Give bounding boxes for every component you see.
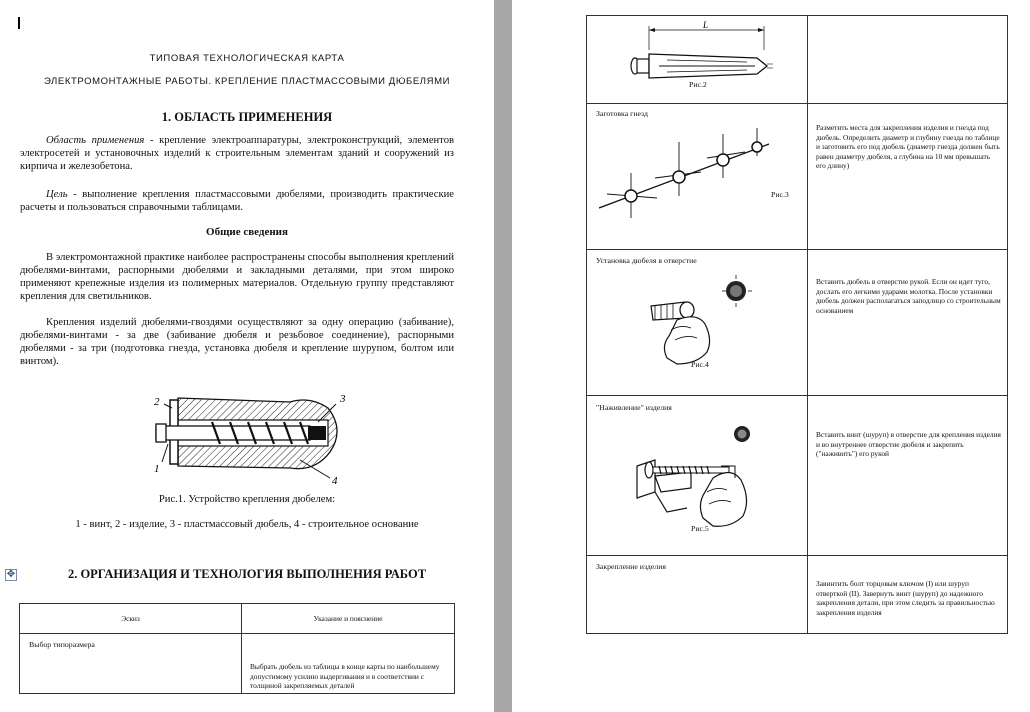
table-cell-sketch <box>587 396 808 556</box>
table-cell-sketch <box>587 556 808 634</box>
table-row <box>587 16 1008 104</box>
figure-1-caption: Рис.1. Устройство крепления дюбелем: <box>158 494 336 505</box>
scope-text: - крепление электроаппаратуры, электроконструкций, элементов электросетей и установочных изделий к строительным элементам зданий и сооружений из кирпича и железобетона. <box>20 135 454 172</box>
row-title: Закрепление изделия <box>596 562 666 571</box>
table-row <box>587 396 1008 556</box>
table-row <box>587 250 1008 396</box>
figure-1-dowel-drawing <box>140 390 355 485</box>
table-cell-note <box>808 396 1008 556</box>
table-cell-sketch <box>587 104 808 250</box>
doc-header-line2: ЭЛЕКТРОМОНТАЖНЫЕ РАБОТЫ. КРЕПЛЕНИЕ ПЛАСТМАССОВЫМИ ДЮБЕЛЯМИ <box>43 76 451 87</box>
row-note: Вставить винт (шуруп) в отверстие для крепления изделия и во внутреннее отверстие дюбеля и закрепить ("наживить") его рукой <box>816 430 1001 459</box>
general-heading: Общие сведения <box>206 226 288 238</box>
fig2-caption: Рис.2 <box>689 80 707 89</box>
table-cell-row1-sketch <box>20 634 242 694</box>
scope-label: Область применения <box>46 135 145 146</box>
row-note: Завинтить болт торцовым ключом (I) или шуруп отверткой (II). Завернуть винт (шуруп) до надежного закрепления детали, при этом следить за правильностью закрепления изделия <box>816 579 995 617</box>
goal-label: Цель <box>46 189 68 200</box>
scope-paragraph <box>20 134 454 173</box>
fig5-screw-insert-drawing <box>627 422 777 532</box>
fig4-hand-insert-drawing <box>647 272 757 367</box>
table-cell-note <box>808 250 1008 396</box>
table-cell-row1-note <box>242 634 455 694</box>
row1-title: Выбор типоразмера <box>29 640 95 649</box>
fig3-caption: Рис.3 <box>771 190 789 199</box>
table-cell-note <box>808 104 1008 250</box>
table-move-handle-icon[interactable]: ✥ <box>6 569 16 580</box>
doc-header-line1: ТИПОВАЯ ТЕХНОЛОГИЧЕСКАЯ КАРТА <box>149 53 345 64</box>
row-note: Вставить дюбель в отверстие рукой. Если он идет туго, дослать его легкими ударами молотка. После установки дюбель должен располагаться заподлицо со строительным основанием <box>816 277 1001 315</box>
general-paragraph-1 <box>20 251 454 303</box>
row-note: Разметить места для закрепления изделия и гнезда под дюбель. Определить диаметр и глубину гнезда по таблице и заготовить его под дюбель (диаметр гнезда должен быть равен диаметру дюбеля, а глубина на 10 мм превышать его длину) <box>816 123 1000 171</box>
fig4-caption: Рис.4 <box>691 360 709 369</box>
work-table-left <box>19 603 455 694</box>
table-header-sketch: Эскиз <box>20 604 242 634</box>
table-cell-note <box>808 556 1008 634</box>
general-p1-text: В электромонтажной практике наиболее распространены способы выполнения креплений дюбелями-винтами, распорными дюбелями и закладными деталями, при этом широко применяют крепежные изделия из полимерных материалов. Отдельную группу представляют крепления для светильников. <box>20 252 454 302</box>
table-row <box>587 104 1008 250</box>
document-page-left <box>0 0 494 712</box>
fig1-label-1: 1 <box>154 463 160 475</box>
fig2-dimension-label: L <box>703 20 709 30</box>
goal-text: - выполнение крепления пластмассовыми дюбелями, производить практические расчеты и пользоваться справочными таблицами. <box>20 189 454 213</box>
table-header-note: Указание и пояснение <box>242 604 455 634</box>
fig5-caption: Рис.5 <box>691 524 709 533</box>
row-title: "Наживление" изделия <box>596 403 672 412</box>
fig1-label-2: 2 <box>154 396 160 408</box>
section2-heading: 2. ОРГАНИЗАЦИЯ И ТЕХНОЛОГИЯ ВЫПОЛНЕНИЯ РАБОТ <box>67 567 427 581</box>
document-page-right <box>512 0 1030 712</box>
section1-heading: 1. ОБЛАСТЬ ПРИМЕНЕНИЯ <box>161 110 333 124</box>
fig3-marking-drawing <box>599 128 769 218</box>
row-title: Установка дюбеля в отверстие <box>596 256 697 265</box>
figure-1-legend: 1 - винт, 2 - изделие, 3 - пластмассовый дюбель, 4 - строительное основание <box>75 519 419 530</box>
page-gutter <box>494 0 512 712</box>
row1-note: Выбрать дюбель из таблицы в конце карты по наибольшему допустимому усилию выдергивания и в соответствии с толщиной закрепляемых деталей <box>250 662 440 691</box>
goal-paragraph <box>20 188 454 214</box>
general-paragraph-2 <box>20 316 454 368</box>
fig1-label-3: 3 <box>340 393 346 405</box>
work-table-right <box>586 15 1008 634</box>
row-title: Заготовка гнезд <box>596 109 648 118</box>
table-row <box>587 556 1008 634</box>
table-cell-note <box>808 16 1008 104</box>
fig1-label-4: 4 <box>332 475 338 485</box>
table-cell-sketch <box>587 16 808 104</box>
table-cell-sketch <box>587 250 808 396</box>
text-cursor <box>18 17 20 29</box>
general-p2-text: Крепления изделий дюбелями-гвоздями осуществляют за одну операцию (забивание), дюбелями-винтами - за две (забивание дюбеля и резьбовое соединение), распорными дюбелями - за три (подготовка гнезда, установка дюбеля и крепление шурупом, болтом или винтом). <box>20 317 454 367</box>
